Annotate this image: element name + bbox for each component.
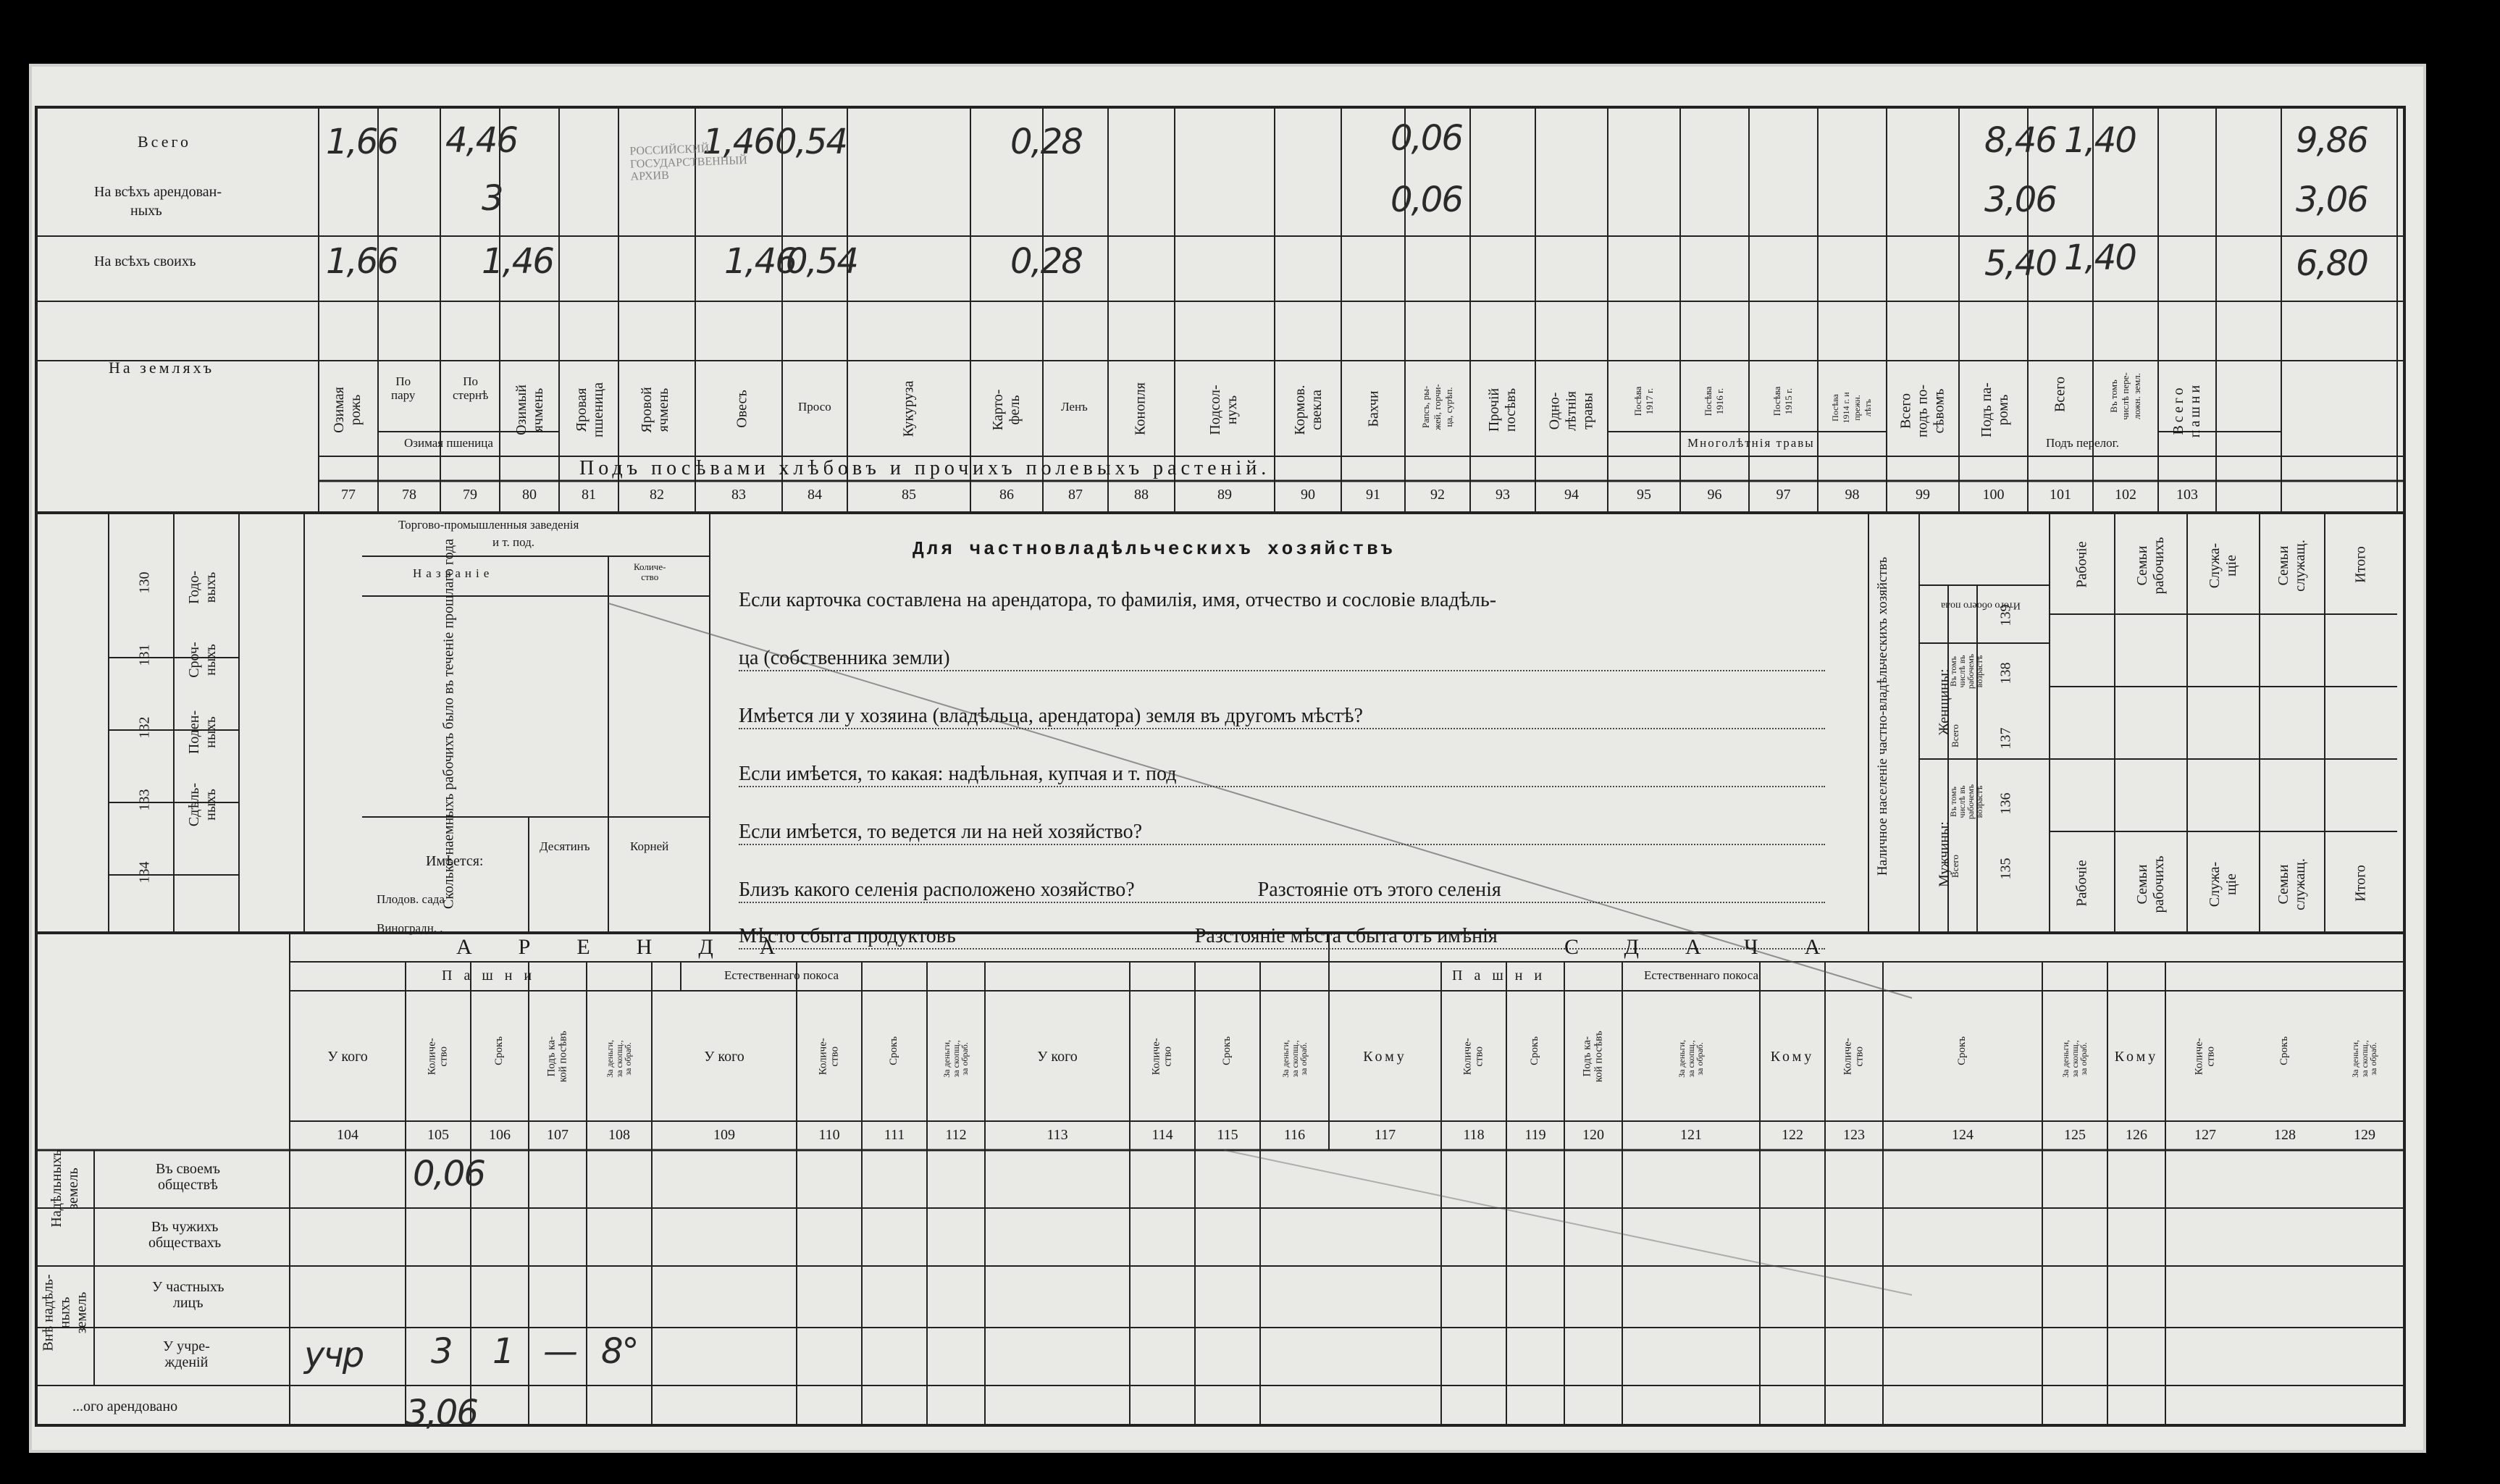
- hdr-prochiy: Прочій посѣвъ: [1486, 387, 1519, 432]
- hdr-vsego-pos: Всего подъ по- сѣвомъ: [1897, 385, 1947, 438]
- bottom-header-komu: Кому: [1363, 1049, 1407, 1065]
- col-number: 108: [608, 1127, 630, 1143]
- lbl-chast: У частныхъ лицъ: [152, 1279, 225, 1311]
- col-number: 81: [582, 487, 596, 503]
- col-number: 129: [2354, 1127, 2375, 1143]
- col-number: 92: [1430, 487, 1445, 503]
- pop-semi-sl-top: Семьи служащ.: [2275, 540, 2308, 592]
- lbl-uchr: У учре- жденій: [163, 1338, 210, 1370]
- hdr-kartofel: Карто- фель: [990, 389, 1023, 431]
- num-135: 135: [1997, 858, 2014, 880]
- row-label-arend-2: ныхъ: [130, 203, 162, 219]
- bottom-header-za_dengi: За деньги, за скопщ., за обраб.: [1280, 1039, 1309, 1078]
- col-number: 124: [1952, 1127, 1973, 1143]
- hdr-mt-1914: Посѣва 1914 г. и прежн. лѣтъ: [1830, 392, 1873, 424]
- col-number: 122: [1782, 1127, 1803, 1143]
- hdr-raps: Рапсъ, ры- жей, горчи- ца, сурѣп.: [1420, 384, 1454, 430]
- pop-sluzh-top: Служа- щіе: [2207, 542, 2239, 589]
- col-number: 115: [1217, 1127, 1238, 1143]
- num-134: 134: [136, 861, 153, 884]
- census-card: [29, 64, 2426, 1453]
- hw-svoem-105: 0,06: [413, 1154, 485, 1194]
- col-number: 111: [884, 1127, 905, 1143]
- arenda-pokosa: Естественнаго покоса: [724, 968, 839, 982]
- bottom-header-srok: Срокъ: [2278, 1036, 2291, 1065]
- bottom-header-srok: Срокъ: [888, 1036, 900, 1065]
- hw-vsego-91: 0,06: [1390, 118, 1462, 159]
- num-138: 138: [1997, 662, 2014, 684]
- hdr-mnogolet: Многолѣтнія травы: [1687, 436, 1815, 450]
- pop-m-vsego: Всего: [1950, 855, 1960, 878]
- hw-svoi-79: 1,46: [482, 241, 553, 282]
- private-title: Для частновладѣльческихъ хозяйствъ: [913, 538, 1396, 560]
- pop-z-vtom: Въ томъ числѣ въ рабочемъ возрастѣ: [1948, 653, 1984, 689]
- hw-svoi-82: 1,46: [724, 241, 796, 282]
- col-number: 78: [402, 487, 416, 503]
- trade-header-1: Торгово-промышленныя заведенія: [398, 518, 579, 532]
- col-number: 103: [2176, 487, 2198, 503]
- hdr-perelog-vtom: Въ томъ числѣ пере- ложн. земл.: [2108, 372, 2142, 420]
- col-number: 112: [945, 1127, 967, 1143]
- col-number: 110: [818, 1127, 840, 1143]
- num-130: 130: [136, 571, 153, 594]
- num-132: 132: [136, 716, 153, 739]
- sdacha-pokosa: Естественнаго покоса: [1644, 968, 1759, 982]
- hdr-odnolet: Одно- лѣтнія травы: [1546, 390, 1596, 432]
- lbl-podenn: Поден- ныхъ: [186, 710, 219, 755]
- col-number: 119: [1524, 1127, 1546, 1143]
- sdacha-pashni: Пашни: [1452, 968, 1554, 984]
- pop-rabochie-top: Рабочіе: [2073, 541, 2090, 588]
- hw-svoi-86: 0,28: [1010, 241, 1082, 282]
- col-number: 82: [650, 487, 664, 503]
- bottom-header-za_dengi: За деньги, за скопщ., за обраб.: [2060, 1039, 2089, 1078]
- bottom-header-kolich: Количе- ство: [1842, 1038, 1865, 1076]
- hdr-len: Ленъ: [1061, 400, 1088, 414]
- hw-vsego-83: 0,54: [775, 122, 847, 162]
- private-q2: Имѣется ли у хозяина (владѣльца, арендатора) земля въ другомъ мѣстѣ?: [739, 705, 1825, 729]
- hdr-korm: Кормов. свекла: [1292, 385, 1325, 435]
- bottom-header-srok: Срокъ: [1529, 1036, 1541, 1065]
- col-number: 88: [1134, 487, 1149, 503]
- hw-svoi-99: 5,40: [1984, 243, 2056, 284]
- pop-m-vtom: Въ томъ числѣ въ рабочемъ возрастѣ: [1948, 784, 1984, 820]
- trade-vinograd: Виноградн. .: [377, 921, 443, 935]
- hw-svoi-103: 6,80: [2296, 243, 2367, 284]
- pop-zhenshchiny: Женщины:: [1936, 668, 1952, 736]
- hdr-pod-parom: Подъ па- ромъ: [1979, 382, 2011, 437]
- col-number: 127: [2194, 1127, 2216, 1143]
- num-137: 137: [1997, 727, 2014, 750]
- col-number: 94: [1564, 487, 1579, 503]
- row-label-na-zemlyah: На земляхъ: [109, 359, 215, 377]
- num-133: 133: [136, 789, 153, 811]
- pop-sluzh-bot: Служа- щіе: [2207, 861, 2239, 907]
- bottom-header-srok: Срокъ: [493, 1036, 506, 1065]
- bottom-header-kolich: Количе- ство: [2193, 1038, 2216, 1076]
- pop-itogo-top: Итого: [2352, 546, 2369, 583]
- col-number: 96: [1707, 487, 1722, 503]
- col-number: 77: [341, 487, 356, 503]
- hdr-mt-1915: Посѣва 1915 г.: [1771, 386, 1794, 416]
- col-number: 114: [1152, 1127, 1173, 1143]
- lbl-nadel: Надѣльныхъ земель: [49, 1149, 81, 1228]
- col-number: 87: [1068, 487, 1083, 503]
- population-header: Наличное населеніе частно-владѣльческихъ хозяйствъ: [1875, 556, 1890, 876]
- col-number: 104: [337, 1127, 358, 1143]
- hw-arend-103: 3,06: [2296, 180, 2367, 220]
- arenda-pashni: Пашни: [442, 968, 544, 984]
- hw-uchr-105: 3: [431, 1331, 452, 1372]
- bottom-header-srok: Срокъ: [1221, 1036, 1233, 1065]
- col-number: 83: [731, 487, 746, 503]
- bottom-header-u_kogo: У кого: [704, 1049, 744, 1065]
- bottom-header-kolich: Количе- ство: [426, 1038, 449, 1076]
- hdr-kukuruza: Кукуруза: [900, 380, 917, 437]
- col-number: 93: [1496, 487, 1510, 503]
- lbl-svoem: Въ своемъ обществѣ: [156, 1161, 220, 1193]
- col-number: 101: [2050, 487, 2071, 503]
- col-number: 90: [1301, 487, 1315, 503]
- bottom-header-za_dengi: За деньги, за скопщ., за обраб.: [941, 1039, 970, 1078]
- pop-semi-rab-top: Семьи рабочихъ: [2134, 537, 2167, 595]
- lbl-vne: Внѣ надѣль- ныхъ земель: [40, 1274, 90, 1351]
- col-number: 128: [2274, 1127, 2296, 1143]
- col-number: 106: [489, 1127, 511, 1143]
- col-number: 116: [1283, 1127, 1306, 1143]
- col-number: 120: [1582, 1127, 1604, 1143]
- col-number: 84: [808, 487, 822, 503]
- row-label-arend-1: На всѣхъ арендован-: [94, 184, 222, 200]
- pop-itog-obo: Итого обоего пола: [1941, 600, 2021, 611]
- col-number: 97: [1776, 487, 1791, 503]
- bottom-header-srok: Срокъ: [1956, 1036, 1968, 1065]
- hdr-mt-1916: Посѣва 1916 г.: [1703, 386, 1725, 416]
- private-q4: Если имѣется, то ведется ли на ней хозяйство?: [739, 821, 1825, 845]
- hdr-proso: Просо: [798, 400, 831, 414]
- arenda-title: АРЕНДА: [456, 935, 822, 959]
- pop-itogo-bot: Итого: [2352, 865, 2369, 902]
- bottom-header-pod_posev: Подъ ка- кой посѣвъ: [1581, 1031, 1604, 1083]
- col-number: 80: [522, 487, 537, 503]
- hdr-po-sterne: По стернѣ: [453, 374, 489, 402]
- hw-uchr-104: учр: [304, 1335, 364, 1375]
- hdr-mt-1917: Посѣва 1917 г.: [1632, 386, 1655, 416]
- trade-nazvanie: Названіе: [413, 566, 494, 580]
- bottom-header-kolich: Количе- ство: [1150, 1038, 1173, 1076]
- private-q5: Близъ какого селенія расположено хозяйство? Разстояніе отъ этого селенія: [739, 879, 1825, 903]
- bottom-header-kolich: Количе- ство: [1461, 1038, 1485, 1076]
- hw-vsego-82: 1,46: [702, 122, 774, 162]
- col-number: 86: [999, 487, 1014, 503]
- bottom-header-za_dengi: За деньги, за скопщ., за обраб.: [605, 1039, 634, 1078]
- col-number: 95: [1637, 487, 1651, 503]
- private-q1: Если карточка составлена на арендатора, то фамилія, имя, отчество и сословіе владѣль-: [739, 589, 1497, 611]
- hw-vsego-86: 0,28: [1010, 122, 1082, 162]
- bottom-header-kolich: Количе- ство: [817, 1038, 840, 1076]
- bottom-header-u_kogo: У кого: [327, 1049, 368, 1065]
- hdr-bahchi: Бахчи: [1365, 390, 1382, 427]
- col-number: 85: [902, 487, 916, 503]
- private-q6: Мѣсто сбыта продуктовъ Разстояніе мѣста сбыта отъ имѣнія: [739, 926, 1825, 949]
- hw-arend-91: 0,06: [1390, 180, 1462, 220]
- row-label-vsego: Всего: [138, 133, 191, 151]
- col-number: 89: [1217, 487, 1232, 503]
- lbl-chuzh: Въ чужихъ обществахъ: [148, 1219, 222, 1251]
- hdr-perelog-vsego: Всего: [2052, 376, 2068, 413]
- col-number: 102: [2115, 487, 2136, 503]
- col-number: 121: [1680, 1127, 1702, 1143]
- trade-kolichestvo: Количе- ство: [634, 561, 666, 583]
- bottom-header-komu: Кому: [2114, 1049, 2159, 1065]
- col-number: 98: [1845, 487, 1860, 503]
- hw-vsego-100: 1,40: [2064, 120, 2136, 161]
- hw-vsego-77: 1,66: [326, 122, 398, 162]
- hdr-ozim-psh: Озимая пшеница: [404, 436, 493, 450]
- workers-header: Сколько наемныхъ рабочихъ было въ теченіе прошлаго года: [440, 538, 457, 910]
- hw-uchr-107: —: [543, 1331, 576, 1372]
- hw-vsego-103: 9,86: [2296, 120, 2367, 161]
- col-number: 123: [1843, 1127, 1865, 1143]
- hw-uchr-106: 1: [492, 1331, 513, 1372]
- bottom-header-komu: Кому: [1770, 1049, 1815, 1065]
- hw-uchr-108: 8°: [601, 1331, 638, 1372]
- hw-svoi-77: 1,66: [326, 241, 398, 282]
- private-q3: Если имѣется, то какая: надѣльная, купчая и т. под: [739, 763, 1825, 787]
- row-label-svoi: На всѣхъ своихъ: [94, 253, 196, 269]
- hdr-podsoln: Подсол- нухъ: [1207, 385, 1240, 435]
- trade-desyatin: Десятинъ: [540, 839, 590, 853]
- num-131: 131: [136, 644, 153, 666]
- private-q1b: ца (собственника земли): [739, 647, 1825, 671]
- trade-header-2: и т. под.: [492, 535, 535, 549]
- hw-total-105: 3,06: [406, 1393, 477, 1433]
- hw-arend-79: 3: [482, 178, 503, 219]
- archive-stamp: РОССИЙСКИЙ ГОСУДАРСТВЕННЫЙ АРХИВ: [629, 142, 748, 183]
- bottom-header-za_dengi: За деньги, за скопщ., за обраб.: [2350, 1039, 2379, 1078]
- num-139: 139: [1997, 604, 2014, 626]
- bottom-header-u_kogo: У кого: [1037, 1049, 1078, 1065]
- bottom-header-pod_posev: Подъ ка- кой посѣвъ: [545, 1031, 569, 1083]
- hdr-konoplya: Конопля: [1132, 382, 1149, 435]
- crops-banner: Подъ посѣвами хлѣбовъ и прочихъ полевыхъ растеній.: [579, 457, 1271, 479]
- num-136: 136: [1997, 792, 2014, 815]
- trade-plodov: Плодов. сада: [377, 892, 445, 906]
- lbl-srochnyh: Сроч- ныхъ: [186, 642, 219, 678]
- bottom-header-za_dengi: За деньги, за скопщ., за обраб.: [1677, 1039, 1706, 1078]
- pop-muzhchiny: Мужчины:: [1936, 821, 1952, 887]
- hdr-ozim-rozh: Озимая рожь: [331, 387, 364, 433]
- col-number: 113: [1046, 1127, 1068, 1143]
- col-number: 126: [2126, 1127, 2147, 1143]
- hdr-po-paru: По пару: [391, 374, 416, 402]
- col-number: 105: [427, 1127, 449, 1143]
- lbl-sdelnyh: Сдѣль- ныхъ: [186, 782, 219, 827]
- pop-z-vsego: Всего: [1950, 724, 1960, 747]
- col-number: 79: [463, 487, 477, 503]
- col-number: 99: [1916, 487, 1930, 503]
- hw-arend-99: 3,06: [1984, 180, 2056, 220]
- hdr-vsego-pashni: Всего пашни: [2170, 382, 2203, 438]
- hdr-yar-yach: Яровой ячмень: [639, 387, 671, 433]
- col-number: 100: [1982, 487, 2005, 503]
- col-number: 117: [1374, 1127, 1396, 1143]
- lbl-godovyh: Годо- выхъ: [186, 570, 219, 605]
- col-number: 107: [547, 1127, 569, 1143]
- pop-semi-sl-bot: Семьи служащ.: [2275, 858, 2308, 910]
- hdr-yar-psh: Яровая пшеница: [574, 382, 606, 437]
- hdr-oves: Овесъ: [734, 390, 750, 428]
- sdacha-title: СДАЧА: [1564, 935, 1867, 959]
- hw-svoi-100: 1,40: [2064, 238, 2136, 278]
- col-number: 125: [2064, 1127, 2086, 1143]
- pop-semi-rab-bot: Семьи рабочихъ: [2134, 855, 2167, 913]
- col-number: 109: [713, 1127, 735, 1143]
- hw-vsego-79: 4,46: [445, 120, 517, 161]
- pop-rabochie-bot: Рабочіе: [2073, 860, 2090, 907]
- trade-imeetsya: Имѣется:: [426, 853, 484, 869]
- col-number: 91: [1366, 487, 1380, 503]
- lbl-total: ...ого арендовано: [72, 1399, 178, 1414]
- trade-korney: Корней: [630, 839, 669, 853]
- col-number: 118: [1463, 1127, 1485, 1143]
- hw-svoi-83: 0,54: [786, 241, 857, 282]
- hdr-ozim-yach: Озимый ячмень: [513, 385, 546, 435]
- hw-vsego-99: 8,46: [1984, 120, 2056, 161]
- hdr-pod-perelog: Подъ перелог.: [2046, 436, 2119, 450]
